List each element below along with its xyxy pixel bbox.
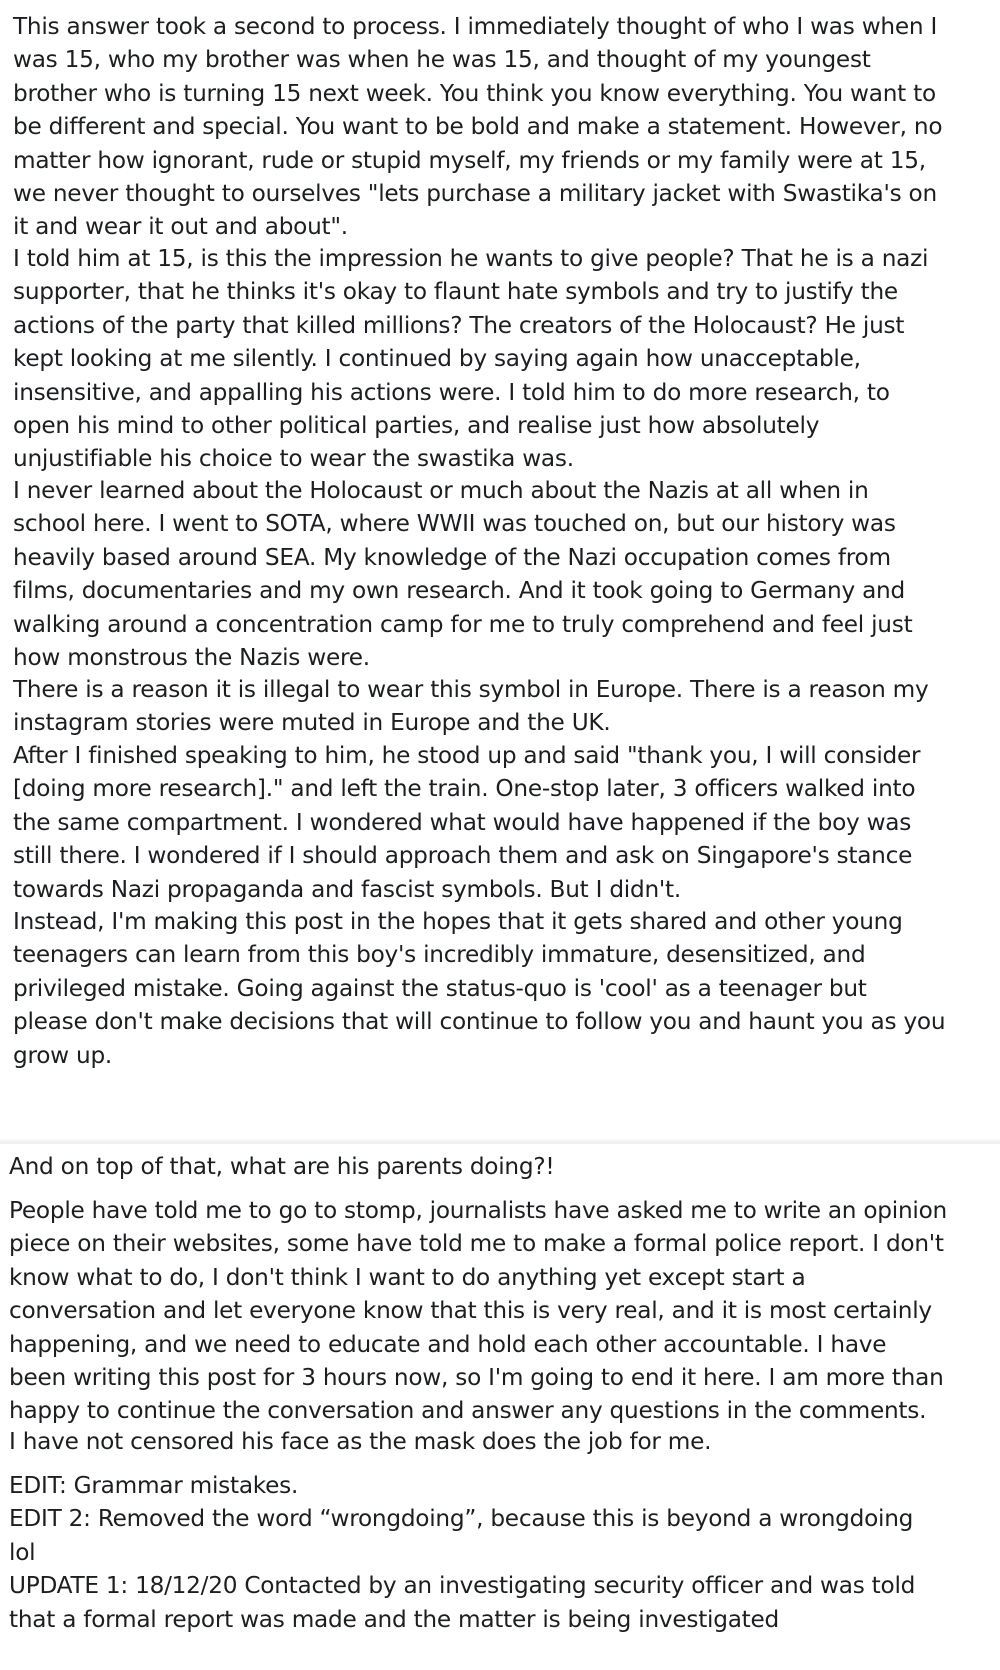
paragraph-parents-question: And on top of that, what are his parents doing?! (9, 1153, 555, 1180)
paragraph-purpose-of-post: Instead, I'm making this post in the hopes that it gets shared and other young teenagers can learn from this boy's incredibly immature, desensitized, and privileged mistake. Going against the status-quo is 'cool' as a teenager but please don't make decisions that will continue to follow you and haunt you as you grow up. (13, 908, 946, 1069)
paragraph-face-note: I have not censored his face as the mask does the job for me. (9, 1428, 712, 1455)
post-text-section-bottom (0, 1144, 1000, 1670)
paragraph-talk-with-boy: I told him at 15, is this the impression he wants to give people? That he is a nazi supporter, that he thinks it's okay to flaunt hate symbols and try to justify the actions of the party that killed millions? The creators of the Holocaust? He just kept looking at me silently. I continued by saying again how unacceptable, insensitive, and appalling his actions were. I told him to do more research, to open his mind to other political parties, and realise just how absolutely unjustifiable his choice to wear the swastika was. (13, 245, 929, 473)
paragraph-education: I never learned about the Holocaust or much about the Nazis at all when in school here. I went to SOTA, where WWII was touched on, but our history was heavily based around SEA. My knowledge of the Nazi occupation comes from films, documentaries and my own research. And it took going to Germany and walking around a concentration camp for me to truly comprehend and feel just how monstrous the Nazis were. (13, 477, 913, 672)
paragraph-illegal-in-europe: There is a reason it is illegal to wear this symbol in Europe. There is a reason my instagram stories were muted in Europe and the UK. (13, 676, 929, 737)
paragraph-first-reaction: This answer took a second to process. I immediately thought of who I was when I was 15, who my brother was when he was 15, and thought of my youngest brother who is turning 15 next week. You think you know everything. You want to be different and special. You want to be bold and make a statement. However, no matter how ignorant, rude or stupid myself, my friends or my family were at 15, we never thought to ourselves "lets purchase a military jacket with Swastika's on it and wear it out and about". (13, 13, 943, 241)
paragraph-edits-updates: EDIT: Grammar mistakes. EDIT 2: Removed the word “wrongdoing”, because this is beyond a wrongdoing lol UPDATE 1: 18/12/20 Contacted by an investigating security officer and was told that a formal report was made and the matter is being investigated (9, 1472, 916, 1633)
paragraph-next-steps: People have told me to go to stomp, journalists have asked me to write an opinion piece on their websites, some have told me to make a formal police report. I don't know what to do, I don't think I want to do anything yet except start a conversation and let everyone know that this is very real, and it is most certainly happening, and we need to educate and hold each other accountable. I have been writing this post for 3 hours now, so I'm going to end it here. I am more than happy to continue the conversation and answer any questions in the comments. (9, 1197, 947, 1425)
paragraph-after-speaking: After I finished speaking to him, he stood up and said "thank you, I will consider [doing more research]." and left the train. One-stop later, 3 officers walked into the same compartment. I wondered what would have happened if the boy was still there. I wondered if I should approach them and ask on Singapore's stance towards Nazi propaganda and fascist symbols. But I didn't. (13, 742, 921, 903)
